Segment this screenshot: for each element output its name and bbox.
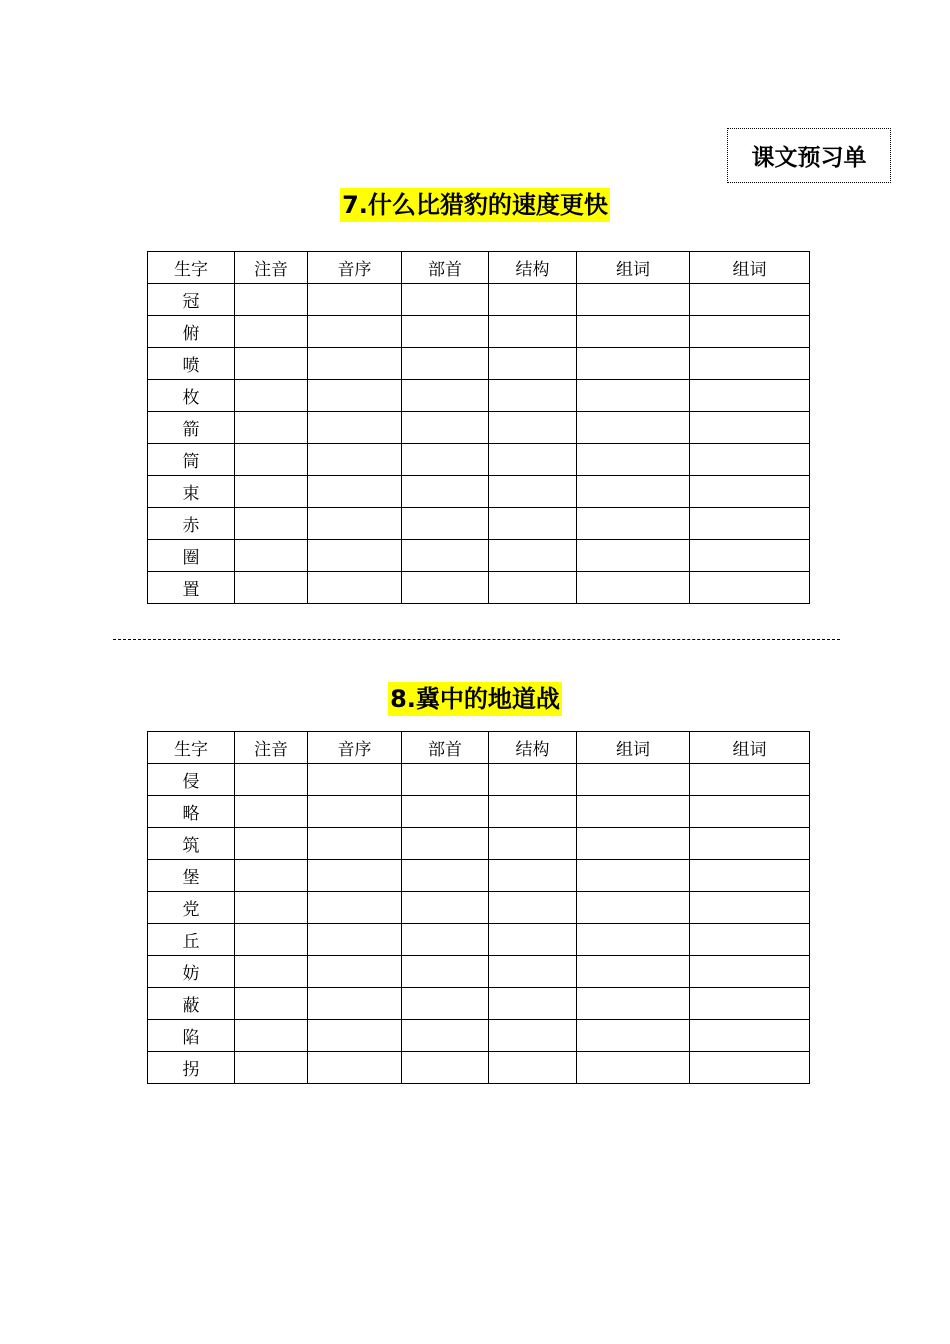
initial-cell[interactable]: [308, 1052, 402, 1084]
character-cell: 喷: [148, 348, 235, 380]
initial-cell[interactable]: [308, 540, 402, 572]
structure-cell[interactable]: [489, 284, 577, 316]
header-initial: 音序: [308, 732, 402, 764]
radical-cell[interactable]: [402, 1020, 489, 1052]
word-cell[interactable]: [577, 476, 690, 508]
word-cell[interactable]: [577, 796, 690, 828]
word-cell[interactable]: [577, 956, 690, 988]
pinyin-cell[interactable]: [235, 348, 308, 380]
character-cell: 冠: [148, 284, 235, 316]
word-cell[interactable]: [577, 508, 690, 540]
radical-cell[interactable]: [402, 412, 489, 444]
pinyin-cell[interactable]: [235, 508, 308, 540]
lesson-8-character-table: [147, 731, 810, 1084]
word-cell[interactable]: [577, 892, 690, 924]
radical-cell[interactable]: [402, 764, 489, 796]
initial-cell[interactable]: [308, 316, 402, 348]
radical-cell[interactable]: [402, 284, 489, 316]
radical-cell[interactable]: [402, 316, 489, 348]
initial-cell[interactable]: [308, 796, 402, 828]
table-row: [148, 572, 810, 604]
character-cell: 枚: [148, 380, 235, 412]
structure-cell[interactable]: [489, 316, 577, 348]
table-row: [148, 508, 810, 540]
word-cell[interactable]: [577, 860, 690, 892]
radical-cell[interactable]: [402, 860, 489, 892]
word-cell[interactable]: [690, 284, 810, 316]
pinyin-cell[interactable]: [235, 380, 308, 412]
structure-cell[interactable]: [489, 572, 577, 604]
lesson-8-title-text: 8.冀中的地道战: [388, 682, 562, 716]
structure-cell[interactable]: [489, 796, 577, 828]
table-row: [148, 764, 810, 796]
initial-cell[interactable]: [308, 348, 402, 380]
word-cell[interactable]: [577, 828, 690, 860]
initial-cell[interactable]: [308, 476, 402, 508]
word-cell[interactable]: [690, 444, 810, 476]
word-cell[interactable]: [690, 316, 810, 348]
table-row: [148, 828, 810, 860]
radical-cell[interactable]: [402, 1052, 489, 1084]
header-word-2: 组词: [690, 732, 810, 764]
initial-cell[interactable]: [308, 412, 402, 444]
character-cell: 妨: [148, 956, 235, 988]
table-row: [148, 444, 810, 476]
header-radical: 部首: [402, 252, 489, 284]
radical-cell[interactable]: [402, 796, 489, 828]
table-row: [148, 476, 810, 508]
initial-cell[interactable]: [308, 508, 402, 540]
pinyin-cell[interactable]: [235, 572, 308, 604]
pinyin-cell[interactable]: [235, 988, 308, 1020]
initial-cell[interactable]: [308, 924, 402, 956]
table-row: [148, 540, 810, 572]
character-cell: 党: [148, 892, 235, 924]
initial-cell[interactable]: [308, 444, 402, 476]
radical-cell[interactable]: [402, 828, 489, 860]
table-row: [148, 412, 810, 444]
character-cell: 筒: [148, 444, 235, 476]
word-cell[interactable]: [690, 988, 810, 1020]
word-cell[interactable]: [577, 348, 690, 380]
character-cell: 丘: [148, 924, 235, 956]
word-cell[interactable]: [690, 860, 810, 892]
pinyin-cell[interactable]: [235, 540, 308, 572]
word-cell[interactable]: [690, 348, 810, 380]
radical-cell[interactable]: [402, 572, 489, 604]
word-cell[interactable]: [577, 412, 690, 444]
word-cell[interactable]: [690, 380, 810, 412]
table-row: [148, 860, 810, 892]
word-cell[interactable]: [690, 764, 810, 796]
table-row: [148, 924, 810, 956]
word-cell[interactable]: [577, 764, 690, 796]
radical-cell[interactable]: [402, 348, 489, 380]
structure-cell[interactable]: [489, 924, 577, 956]
structure-cell[interactable]: [489, 764, 577, 796]
pinyin-cell[interactable]: [235, 892, 308, 924]
pinyin-cell[interactable]: [235, 1052, 308, 1084]
character-cell: 筑: [148, 828, 235, 860]
word-cell[interactable]: [690, 828, 810, 860]
character-cell: 陷: [148, 1020, 235, 1052]
header-word-2: 组词: [690, 252, 810, 284]
initial-cell[interactable]: [308, 956, 402, 988]
radical-cell[interactable]: [402, 540, 489, 572]
header-structure: 结构: [489, 252, 577, 284]
initial-cell[interactable]: [308, 828, 402, 860]
structure-cell[interactable]: [489, 988, 577, 1020]
character-cell: 蔽: [148, 988, 235, 1020]
header-radical: 部首: [402, 732, 489, 764]
word-cell[interactable]: [690, 892, 810, 924]
header-pinyin: 注音: [235, 732, 308, 764]
radical-cell[interactable]: [402, 476, 489, 508]
header-word-1: 组词: [577, 732, 690, 764]
character-cell: 圈: [148, 540, 235, 572]
lesson-7-title: [0, 185, 950, 220]
word-cell[interactable]: [690, 508, 810, 540]
initial-cell[interactable]: [308, 764, 402, 796]
initial-cell[interactable]: [308, 860, 402, 892]
structure-cell[interactable]: [489, 828, 577, 860]
structure-cell[interactable]: [489, 380, 577, 412]
word-cell[interactable]: [577, 988, 690, 1020]
header-structure: 结构: [489, 732, 577, 764]
initial-cell[interactable]: [308, 988, 402, 1020]
word-cell[interactable]: [577, 540, 690, 572]
radical-cell[interactable]: [402, 444, 489, 476]
word-cell[interactable]: [577, 284, 690, 316]
pinyin-cell[interactable]: [235, 924, 308, 956]
pinyin-cell[interactable]: [235, 828, 308, 860]
character-cell: 拐: [148, 1052, 235, 1084]
structure-cell[interactable]: [489, 860, 577, 892]
header-character: 生字: [148, 732, 235, 764]
radical-cell[interactable]: [402, 892, 489, 924]
table-row: [148, 284, 810, 316]
table-row: [148, 1020, 810, 1052]
word-cell[interactable]: [577, 924, 690, 956]
structure-cell[interactable]: [489, 348, 577, 380]
word-cell[interactable]: [577, 444, 690, 476]
character-cell: 略: [148, 796, 235, 828]
initial-cell[interactable]: [308, 1020, 402, 1052]
header-character: 生字: [148, 252, 235, 284]
header-initial: 音序: [308, 252, 402, 284]
word-cell[interactable]: [690, 956, 810, 988]
radical-cell[interactable]: [402, 956, 489, 988]
character-cell: 置: [148, 572, 235, 604]
radical-cell[interactable]: [402, 988, 489, 1020]
word-cell[interactable]: [577, 572, 690, 604]
character-cell: 赤: [148, 508, 235, 540]
structure-cell[interactable]: [489, 508, 577, 540]
character-cell: 俯: [148, 316, 235, 348]
table-row: [148, 380, 810, 412]
table-header-row: [148, 732, 810, 764]
header-pinyin: 注音: [235, 252, 308, 284]
preview-sheet-tag: 课文预习单: [727, 128, 891, 183]
pinyin-cell[interactable]: [235, 764, 308, 796]
pinyin-cell[interactable]: [235, 444, 308, 476]
lesson-7-character-table: [147, 251, 810, 604]
section-divider: [113, 639, 840, 640]
word-cell[interactable]: [577, 380, 690, 412]
word-cell[interactable]: [690, 476, 810, 508]
header-word-1: 组词: [577, 252, 690, 284]
word-cell[interactable]: [690, 796, 810, 828]
word-cell[interactable]: [577, 1020, 690, 1052]
table-row: [148, 1052, 810, 1084]
table-header-row: [148, 252, 810, 284]
table-row: [148, 316, 810, 348]
word-cell[interactable]: [690, 924, 810, 956]
radical-cell[interactable]: [402, 380, 489, 412]
structure-cell[interactable]: [489, 956, 577, 988]
structure-cell[interactable]: [489, 476, 577, 508]
word-cell[interactable]: [690, 412, 810, 444]
word-cell[interactable]: [690, 1020, 810, 1052]
word-cell[interactable]: [577, 316, 690, 348]
pinyin-cell[interactable]: [235, 316, 308, 348]
initial-cell[interactable]: [308, 572, 402, 604]
word-cell[interactable]: [577, 1052, 690, 1084]
structure-cell[interactable]: [489, 540, 577, 572]
table-row: [148, 956, 810, 988]
word-cell[interactable]: [690, 540, 810, 572]
initial-cell[interactable]: [308, 380, 402, 412]
structure-cell[interactable]: [489, 1020, 577, 1052]
word-cell[interactable]: [690, 1052, 810, 1084]
pinyin-cell[interactable]: [235, 476, 308, 508]
pinyin-cell[interactable]: [235, 412, 308, 444]
initial-cell[interactable]: [308, 892, 402, 924]
radical-cell[interactable]: [402, 508, 489, 540]
pinyin-cell[interactable]: [235, 284, 308, 316]
structure-cell[interactable]: [489, 444, 577, 476]
character-cell: 堡: [148, 860, 235, 892]
character-cell: 侵: [148, 764, 235, 796]
character-cell: 束: [148, 476, 235, 508]
radical-cell[interactable]: [402, 924, 489, 956]
initial-cell[interactable]: [308, 284, 402, 316]
character-cell: 箭: [148, 412, 235, 444]
table-row: [148, 988, 810, 1020]
structure-cell[interactable]: [489, 892, 577, 924]
lesson-8-title: [0, 679, 950, 714]
pinyin-cell[interactable]: [235, 796, 308, 828]
structure-cell[interactable]: [489, 412, 577, 444]
table-row: [148, 348, 810, 380]
structure-cell[interactable]: [489, 1052, 577, 1084]
pinyin-cell[interactable]: [235, 956, 308, 988]
table-row: [148, 796, 810, 828]
lesson-7-title-text: 7.什么比猎豹的速度更快: [340, 188, 610, 222]
pinyin-cell[interactable]: [235, 1020, 308, 1052]
pinyin-cell[interactable]: [235, 860, 308, 892]
table-row: [148, 892, 810, 924]
word-cell[interactable]: [690, 572, 810, 604]
